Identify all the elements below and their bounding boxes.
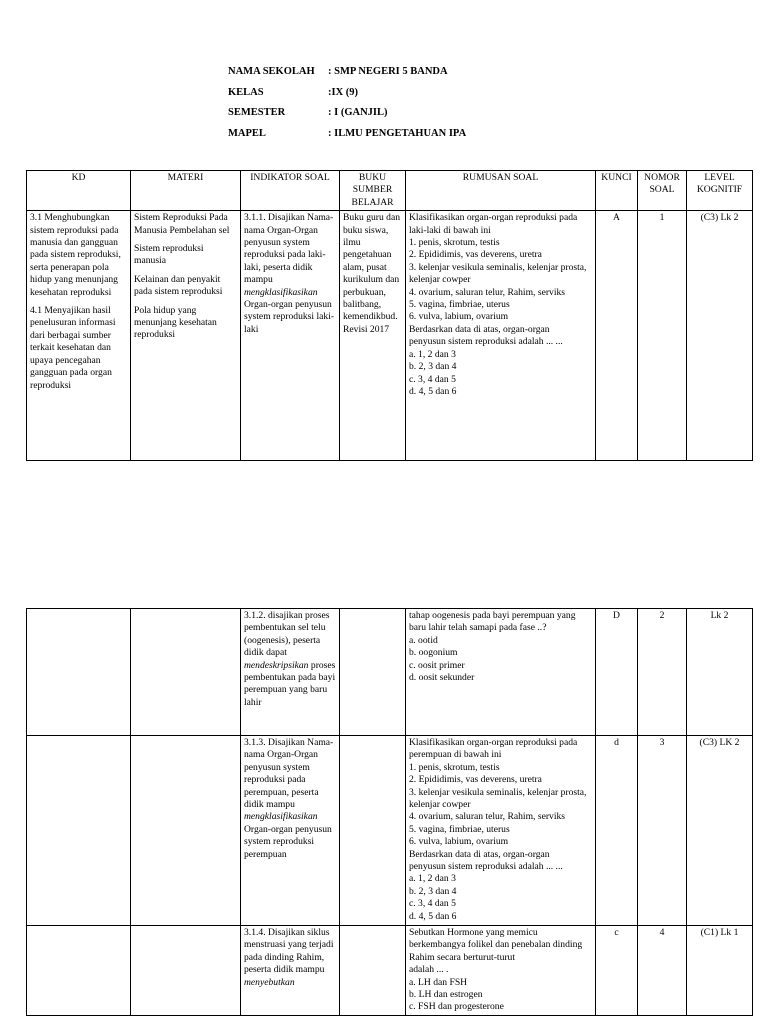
option-c: c. 3, 4 dan 5 — [409, 898, 456, 910]
kd-text: 4.1 Menyajikan hasil penelusuran informasi dari berbagai sumber terkait kesehatan dan upaya pencegahan gangguan pada organ reproduksi — [30, 305, 116, 391]
question-grid-table — [26, 170, 753, 461]
kunci-cell: c — [596, 926, 638, 1016]
rumusan-cell — [406, 736, 596, 926]
soal-line: 1. penis, skrotum, testis — [409, 237, 500, 249]
table-header-row — [27, 171, 753, 211]
indikator-cell — [241, 926, 340, 1016]
indikator-cell — [241, 609, 340, 736]
option-a: a. ootid — [409, 634, 438, 646]
soal-line: Sebutkan Hormone yang memicu berkembangya folikel dan penebalan dinding Rahim secara berturut-turut — [409, 927, 583, 963]
materi-cell — [131, 926, 241, 1016]
soal-line: 5. vagina, fimbriae, uterus — [409, 823, 510, 835]
level-cell: (C3) LK 2 — [687, 736, 753, 926]
kd-cell — [27, 926, 131, 1016]
nomor-cell: 4 — [638, 926, 687, 1016]
materi-cell — [131, 211, 241, 461]
indikator-text: 3.1.4. Disajikan siklus menstruasi yang terjadi pada dinding Rahim, peserta didik mampu — [244, 927, 334, 976]
kunci-cell: d — [596, 736, 638, 926]
buku-cell: Buku guru dan buku siswa, ilmu pengetahuan alam, pusat kurikulum dan perbukuan, balitbang, kemendikbud. Revisi 2017 — [340, 211, 406, 461]
column-header-nomor: NOMOR SOAL — [638, 171, 687, 211]
info-value: : ILMU PENGETAHUAN IPA — [328, 127, 467, 139]
info-label: NAMA SEKOLAH — [228, 66, 315, 77]
buku-cell — [340, 609, 406, 736]
materi-text: Pola hidup yang menunjang kesehatan reproduksi — [134, 304, 217, 341]
soal-line: 3. kelenjar vesikula seminalis, kelenjar prosta, kelenjar cowper — [409, 261, 587, 286]
soal-line: 5. vagina, fimbriae, uterus — [409, 299, 510, 311]
materi-text: Sistem Reproduksi Pada Manusia Pembelahan sel — [134, 212, 230, 236]
materi-text: Sistem reproduksi manusia — [134, 243, 204, 267]
indikator-verb: mendeskripsikan — [244, 659, 309, 671]
column-header-kd: KD — [27, 171, 131, 211]
materi-cell — [131, 609, 241, 736]
indikator-text: 3.1.1. Disajikan Nama-nama Organ-Organ penyusun system reproduksi pada laki-laki, peserta didik mampu — [244, 212, 334, 286]
option-c: c. 3, 4 dan 5 — [409, 373, 456, 385]
kd-text: 3.1 Menghubungkan sistem reproduksi pada manusia dan gangguan pada sistem reproduksi, serta penerapan pola hidup yang menunjang kesehatan reproduksi — [30, 212, 121, 298]
info-row-class — [228, 87, 466, 108]
soal-line: 6. vulva, labium, ovarium — [409, 311, 509, 323]
rumusan-cell — [406, 211, 596, 461]
option-a: a. 1, 2 dan 3 — [409, 348, 456, 360]
option-b: b. oogonium — [409, 647, 458, 659]
option-b: b. 2, 3 dan 4 — [409, 885, 457, 897]
info-label: KELAS — [228, 86, 264, 98]
indikator-verb: menyebutkan — [244, 976, 295, 988]
column-header-level: LEVEL KOGNITIF — [687, 171, 753, 211]
soal-line: penyusun sistem reproduksi adalah ... ... — [409, 861, 563, 873]
soal-line: 4. ovarium, saluran telur, Rahim, serviks — [409, 811, 566, 823]
option-b: b. 2, 3 dan 4 — [409, 361, 457, 373]
indikator-cell — [241, 736, 340, 926]
option-b: b. LH dan estrogen — [409, 989, 483, 1001]
level-cell: (C3) Lk 2 — [687, 211, 753, 461]
soal-line: Klasifikasikan organ-organ reproduksi pada perempuan di bawah ini — [409, 737, 578, 761]
option-a: a. LH dan FSH — [409, 976, 468, 988]
indikator-text: Organ-organ penyusun system reproduksi perempuan — [244, 823, 332, 860]
kd-cell — [27, 211, 131, 461]
soal-line: Berdasrkan data di atas, organ-organ — [409, 848, 550, 860]
option-c: c. FSH dan progesterone — [409, 1001, 504, 1013]
indikator-text: 3.1.3. Disajikan Nama-nama Organ-Organ penyusun system reproduksi pada perempuan, peserta didik mampu — [244, 737, 334, 811]
rumusan-cell — [406, 926, 596, 1016]
table-row — [27, 211, 753, 461]
table-row — [27, 926, 753, 1016]
column-header-buku: BUKU SUMBER BELAJAR — [340, 171, 406, 211]
info-row-semester — [228, 107, 466, 128]
rumusan-cell — [406, 609, 596, 736]
info-value: : SMP NEGERI 5 BANDA — [328, 66, 448, 77]
indikator-verb: mengklasifikasikan — [244, 286, 318, 298]
kd-cell — [27, 736, 131, 926]
info-row-school — [228, 66, 466, 87]
soal-line: Klasifikasikan organ-organ reproduksi pada laki-laki di bawah ini — [409, 212, 578, 236]
kunci-cell: D — [596, 609, 638, 736]
info-label: SEMESTER — [228, 107, 286, 118]
soal-line: Berdasrkan data di atas, organ-organ — [409, 323, 550, 335]
option-d: d. oosit sekunder — [409, 672, 475, 684]
kunci-cell: A — [596, 211, 638, 461]
nomor-cell: 2 — [638, 609, 687, 736]
option-d: d. 4, 5 dan 6 — [409, 385, 457, 397]
kd-cell — [27, 609, 131, 736]
indikator-text: Organ-organ penyusun system reproduksi laki-laki — [244, 299, 335, 335]
info-label: MAPEL — [228, 127, 266, 139]
table-row — [27, 609, 753, 736]
nomor-cell: 3 — [638, 736, 687, 926]
soal-line: 1. penis, skrotum, testis — [409, 761, 500, 773]
indikator-text: proses pembentukan pada bayi perempuan yang baru lahir — [244, 659, 336, 708]
table-row — [27, 736, 753, 926]
indikator-verb: mengklasifikasikan — [244, 811, 318, 823]
option-c: c. oosit primer — [409, 659, 465, 671]
info-row-subject — [228, 128, 466, 149]
buku-cell — [340, 926, 406, 1016]
column-header-rumusan: RUMUSAN SOAL — [406, 171, 596, 211]
option-a: a. 1, 2 dan 3 — [409, 873, 456, 885]
soal-line: 2. Epididimis, vas deverens, uretra — [409, 774, 542, 786]
soal-line: penyusun sistem reproduksi adalah ... ... — [409, 336, 563, 348]
indikator-cell — [241, 211, 340, 461]
soal-line: 4. ovarium, saluran telur, Rahim, serviks — [409, 286, 566, 298]
soal-line: adalah ... . — [409, 964, 449, 976]
soal-line: tahap oogenesis pada bayi perempuan yang baru lahir telah samapi pada fase ..? — [409, 610, 576, 634]
indikator-text: 3.1.2. disajikan proses pembentukan sel telu (oogenesis), peserta didik dapat — [244, 610, 330, 659]
info-value: : I (GANJIL) — [328, 107, 388, 118]
info-value: :IX (9) — [328, 86, 359, 98]
question-grid-table-continued — [26, 608, 753, 1016]
column-header-kunci: KUNCI — [596, 171, 638, 211]
soal-line: 6. vulva, labium, ovarium — [409, 836, 509, 848]
soal-line: 2. Epididimis, vas deverens, uretra — [409, 249, 542, 261]
nomor-cell: 1 — [638, 211, 687, 461]
materi-text: Kelainan dan penyakit pada sistem reproduksi — [134, 273, 223, 298]
level-cell: (C1) Lk 1 — [687, 926, 753, 1016]
column-header-indikator: INDIKATOR SOAL — [241, 171, 340, 211]
level-cell: Lk 2 — [687, 609, 753, 736]
column-header-materi: MATERI — [131, 171, 241, 211]
materi-cell — [131, 736, 241, 926]
option-d: d. 4, 5 dan 6 — [409, 910, 457, 922]
soal-line: 3. kelenjar vesikula seminalis, kelenjar prosta, kelenjar cowper — [409, 786, 587, 811]
school-info — [228, 66, 466, 148]
buku-cell — [340, 736, 406, 926]
